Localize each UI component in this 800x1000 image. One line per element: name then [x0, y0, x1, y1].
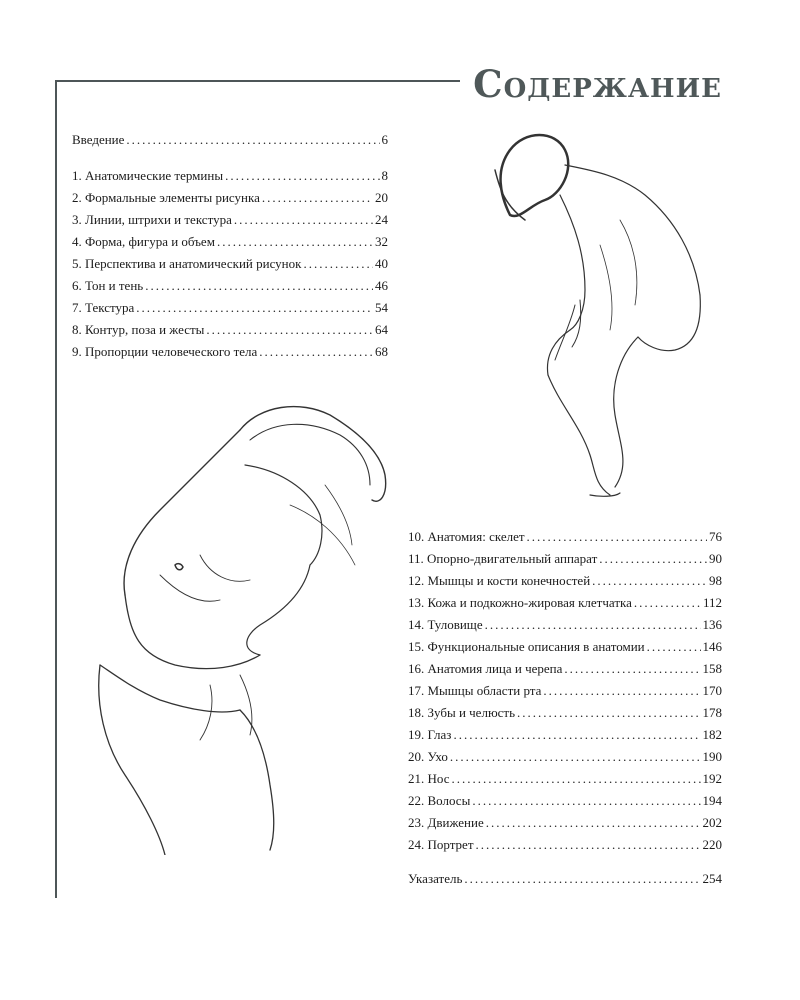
toc-entry-label: Введение — [72, 132, 125, 147]
toc-leader-dots — [527, 526, 707, 548]
sketch-strokes — [99, 407, 386, 855]
toc-entry-page: 158 — [702, 661, 722, 676]
toc-entry-label: 18. Зубы и челюсть — [408, 705, 516, 720]
toc-entry[interactable] — [72, 319, 388, 341]
toc-entry-page: 146 — [702, 639, 722, 654]
bending-figure-sketch — [470, 125, 720, 510]
toc-entry-page: 90 — [709, 551, 722, 566]
toc-entry-label: 22. Волосы — [408, 793, 471, 808]
toc-leader-dots — [225, 165, 379, 187]
toc-leader-dots — [599, 548, 707, 570]
toc-entry-label: 17. Мышцы области рта — [408, 683, 542, 698]
toc-leader-dots — [234, 209, 373, 231]
toc-entry[interactable] — [408, 790, 722, 812]
toc-entry-page: 6 — [381, 132, 388, 147]
toc-gap — [408, 856, 722, 868]
toc-entry[interactable] — [408, 570, 722, 592]
toc-entry-page: 24 — [375, 212, 388, 227]
toc-leader-dots — [453, 724, 700, 746]
toc-entry-page: 76 — [709, 529, 722, 544]
toc-entry[interactable] — [72, 165, 388, 187]
toc-leader-dots — [634, 592, 701, 614]
toc-entry-index[interactable] — [408, 868, 722, 890]
toc-entry[interactable] — [72, 231, 388, 253]
toc-entry-label: 4. Форма, фигура и объем — [72, 234, 215, 249]
toc-entry-page: 40 — [375, 256, 388, 271]
toc-entry[interactable] — [72, 341, 388, 363]
toc-entry-page: 112 — [702, 595, 722, 610]
toc-entry-intro[interactable] — [72, 129, 388, 151]
toc-entry[interactable] — [72, 297, 388, 319]
toc-leader-dots — [262, 187, 373, 209]
toc-gap — [72, 151, 388, 165]
toc-entry[interactable] — [408, 724, 722, 746]
toc-entry-label: 14. Туловище — [408, 617, 483, 632]
toc-entry-label: 1. Анатомические термины — [72, 168, 224, 183]
toc-entry-label: 13. Кожа и подкожно-жировая клетчатка — [408, 595, 632, 610]
toc-entry-label: 23. Движение — [408, 815, 484, 830]
toc-entry-page: 254 — [702, 871, 722, 886]
toc-leader-dots — [451, 768, 700, 790]
toc-entry-label: 15. Функциональные описания в анатомии — [408, 639, 645, 654]
toc-leader-dots — [206, 319, 373, 341]
toc-entry-label: 11. Опорно-двигательный аппарат — [408, 551, 598, 566]
toc-entry-label: 7. Текстура — [72, 300, 135, 315]
toc-entry[interactable] — [408, 636, 722, 658]
toc-entry-page: 192 — [702, 771, 722, 786]
toc-leader-dots — [564, 658, 700, 680]
toc-entry-label: 21. Нос — [408, 771, 450, 786]
toc-column-b — [408, 526, 722, 890]
toc-entry[interactable] — [408, 658, 722, 680]
toc-entry-label: 3. Линии, штрихи и текстура — [72, 212, 232, 227]
toc-leader-dots — [126, 129, 379, 151]
toc-entry[interactable] — [408, 834, 722, 856]
toc-leader-dots — [145, 275, 373, 297]
toc-entry[interactable] — [408, 680, 722, 702]
toc-entry-page: 98 — [709, 573, 722, 588]
toc-leader-dots — [486, 812, 701, 834]
toc-entry-page: 8 — [381, 168, 388, 183]
toc-entry[interactable] — [408, 746, 722, 768]
toc-entry[interactable] — [408, 702, 722, 724]
toc-entry-page: 182 — [702, 727, 722, 742]
toc-entry[interactable] — [72, 275, 388, 297]
sketch-strokes — [495, 135, 700, 496]
toc-entry[interactable] — [72, 209, 388, 231]
twisting-torso-sketch — [80, 395, 410, 855]
toc-entry[interactable] — [408, 526, 722, 548]
toc-entry-label: 20. Ухо — [408, 749, 448, 764]
toc-entry[interactable] — [72, 187, 388, 209]
toc-entry[interactable] — [408, 548, 722, 570]
toc-leader-dots — [476, 834, 701, 856]
toc-entry-label: 6. Тон и тень — [72, 278, 144, 293]
frame-line-vertical — [55, 80, 57, 898]
toc-leader-dots — [259, 341, 373, 363]
toc-entry-label: 24. Портрет — [408, 837, 474, 852]
toc-entry[interactable] — [408, 592, 722, 614]
toc-entry-label: 8. Контур, поза и жесты — [72, 322, 205, 337]
page-title: Содержание — [473, 62, 722, 106]
toc-entry-page: 64 — [375, 322, 388, 337]
toc-column-a — [72, 129, 388, 363]
toc-entry-page: 136 — [702, 617, 722, 632]
toc-entry-page: 178 — [702, 705, 722, 720]
toc-entry-label: 10. Анатомия: скелет — [408, 529, 525, 544]
toc-leader-dots — [136, 297, 373, 319]
toc-leader-dots — [464, 868, 700, 890]
toc-entry[interactable] — [408, 812, 722, 834]
toc-leader-dots — [303, 253, 373, 275]
toc-entry-page: 194 — [702, 793, 722, 808]
toc-leader-dots — [543, 680, 700, 702]
toc-entry-page: 190 — [702, 749, 722, 764]
toc-entry-page: 170 — [702, 683, 722, 698]
toc-entry-label: 5. Перспектива и анатомический рисунок — [72, 256, 302, 271]
toc-entry[interactable] — [72, 253, 388, 275]
toc-entry[interactable] — [408, 614, 722, 636]
toc-entry-label: Указатель — [408, 871, 463, 886]
toc-entry-label: 9. Пропорции человеческого тела — [72, 344, 258, 359]
toc-entry-label: 2. Формальные элементы рисунка — [72, 190, 260, 205]
toc-entry-page: 54 — [375, 300, 388, 315]
toc-leader-dots — [647, 636, 701, 658]
toc-leader-dots — [450, 746, 701, 768]
toc-leader-dots — [592, 570, 707, 592]
toc-leader-dots — [485, 614, 701, 636]
toc-entry-page: 32 — [375, 234, 388, 249]
toc-entry-label: 12. Мышцы и кости конечностей — [408, 573, 591, 588]
toc-leader-dots — [472, 790, 700, 812]
toc-leader-dots — [217, 231, 373, 253]
toc-entry[interactable] — [408, 768, 722, 790]
toc-entry-page: 202 — [702, 815, 722, 830]
toc-entry-page: 46 — [375, 278, 388, 293]
toc-entry-label: 16. Анатомия лица и черепа — [408, 661, 563, 676]
toc-entry-label: 19. Глаз — [408, 727, 452, 742]
toc-entry-page: 20 — [375, 190, 388, 205]
toc-entry-page: 68 — [375, 344, 388, 359]
frame-line-horizontal — [55, 80, 460, 82]
toc-entry-page: 220 — [702, 837, 722, 852]
toc-leader-dots — [517, 702, 700, 724]
